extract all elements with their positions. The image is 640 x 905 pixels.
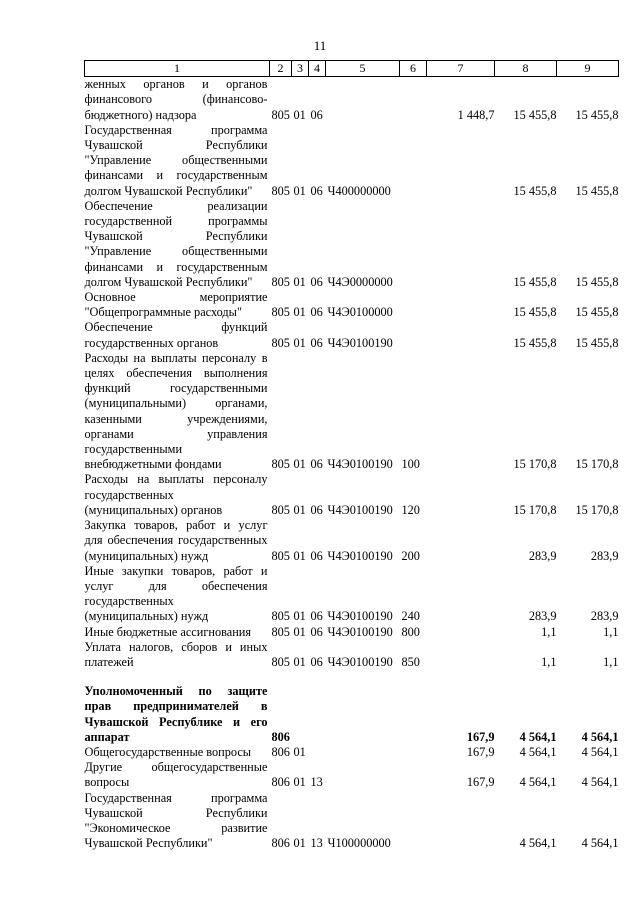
row-value-cell <box>326 760 400 790</box>
row-value-cell <box>326 77 400 123</box>
row-value-cell: 850 <box>401 654 420 669</box>
row-value-cell: 01 <box>293 548 306 563</box>
row-value-cell <box>427 640 495 670</box>
budget-table <box>84 60 619 851</box>
header-cell: 6 <box>400 61 427 77</box>
row-value-cell: 806 <box>271 775 290 790</box>
row-name-cell: Уполномоченный по защите прав предпринимателей в Чувашской Республике и его аппарат <box>84 684 268 744</box>
row-value-cell: 15 455,8 <box>513 335 557 350</box>
header-row <box>85 61 619 77</box>
header-cell: 7 <box>427 61 495 77</box>
header-cell: 3 <box>292 61 309 77</box>
row-value-cell <box>400 745 427 760</box>
row-value-cell: 01 <box>293 744 306 759</box>
row-value-cell: 06 <box>310 609 323 624</box>
row-name-cell: Обеспечение функций государственных органов <box>84 320 268 350</box>
row-value-cell <box>427 351 495 473</box>
row-value-cell: 167,9 <box>466 744 495 759</box>
row-value-cell <box>400 684 427 745</box>
row-value-cell <box>427 625 495 640</box>
table-row <box>85 320 619 350</box>
row-name-cell: Иные закупки товаров, работ и услуг для обеспечения государственных (муниципальных) нужд <box>84 563 268 624</box>
row-value-cell <box>427 791 495 852</box>
row-value-cell <box>427 518 495 564</box>
row-value-cell: 15 455,8 <box>575 183 619 198</box>
row-value-cell: 01 <box>293 274 306 289</box>
row-value-cell <box>427 199 495 290</box>
row-value-cell: 805 <box>271 609 290 624</box>
row-name-cell: Государственная программа Чувашской Республики "Управление общественными финансами и государственным долгом Чувашской Республики" <box>84 122 268 198</box>
row-name-cell: Обеспечение реализации государственной программы Чувашской Республики "Управление общественными финансами и государственным долгом Чувашской Республики" <box>84 198 268 289</box>
row-value-cell: Ч4Э0100190 <box>327 654 393 669</box>
row-value-cell: 4 564,1 <box>581 775 619 790</box>
row-name-cell: Другие общегосударственные вопросы <box>84 760 268 790</box>
row-value-cell: 01 <box>293 457 306 472</box>
row-value-cell: 4 564,1 <box>581 836 619 851</box>
table-row <box>85 640 619 670</box>
row-value-cell: Ч4Э0100190 <box>327 548 393 563</box>
row-value-cell: 01 <box>293 836 306 851</box>
row-value-cell: 01 <box>293 775 306 790</box>
row-value-cell: Ч4Э0100000 <box>327 305 393 320</box>
row-value-cell: 06 <box>310 335 323 350</box>
row-name-cell: женных органов и органов финансового (финансово-бюджетного) надзора <box>84 77 268 122</box>
row-value-cell: 06 <box>310 457 323 472</box>
header-cell: 8 <box>495 61 557 77</box>
row-value-cell <box>400 290 427 320</box>
table-row <box>85 351 619 473</box>
row-value-cell: 805 <box>271 107 290 122</box>
row-value-cell <box>326 745 400 760</box>
row-value-cell: 06 <box>310 107 323 122</box>
table-row <box>85 123 619 199</box>
table-row <box>85 564 619 625</box>
row-value-cell: 805 <box>271 624 290 639</box>
row-value-cell: 15 455,8 <box>513 183 557 198</box>
row-name-cell: Расходы на выплаты персоналу в целях обеспечения выполнения функций государственными (муниципальными) органами, казенными учреждениями, органами управления государственными внебюджетными фондами <box>84 350 268 472</box>
table-row <box>85 745 619 760</box>
row-value-cell: 1,1 <box>603 624 619 639</box>
spacer-cell <box>85 670 619 684</box>
row-value-cell: Ч4Э0100190 <box>327 457 393 472</box>
row-value-cell <box>309 745 326 760</box>
row-value-cell: 01 <box>293 624 306 639</box>
row-value-cell: 806 <box>271 836 290 851</box>
row-value-cell: 4 564,1 <box>581 729 619 744</box>
row-value-cell: 806 <box>271 744 290 759</box>
table-row <box>85 625 619 640</box>
row-value-cell: 06 <box>310 502 323 517</box>
row-value-cell: 4 564,1 <box>519 775 557 790</box>
row-value-cell: 15 170,8 <box>513 457 557 472</box>
row-value-cell <box>427 472 495 518</box>
row-value-cell: 15 170,8 <box>575 502 619 517</box>
row-value-cell: 15 170,8 <box>575 457 619 472</box>
spacer-row <box>85 670 619 684</box>
row-value-cell: 06 <box>310 654 323 669</box>
row-value-cell: 4 564,1 <box>519 729 557 744</box>
header-cell: 9 <box>557 61 619 77</box>
row-value-cell: 283,9 <box>528 609 557 624</box>
row-value-cell: 06 <box>310 305 323 320</box>
row-value-cell: 15 455,8 <box>575 274 619 289</box>
row-value-cell: 4 564,1 <box>581 744 619 759</box>
row-value-cell: 13 <box>310 836 323 851</box>
row-value-cell: 15 455,8 <box>513 274 557 289</box>
row-value-cell: 805 <box>271 457 290 472</box>
row-value-cell: 805 <box>271 654 290 669</box>
table-row <box>85 684 619 745</box>
row-value-cell: 15 455,8 <box>513 107 557 122</box>
row-value-cell: 283,9 <box>528 548 557 563</box>
row-value-cell: 01 <box>293 335 306 350</box>
row-value-cell: 01 <box>293 609 306 624</box>
row-value-cell: 06 <box>310 624 323 639</box>
row-value-cell <box>326 684 400 745</box>
table-row <box>85 199 619 290</box>
row-value-cell: 06 <box>310 274 323 289</box>
row-value-cell: Ч4Э0100190 <box>327 609 393 624</box>
row-name-cell: Иные бюджетные ассигнования <box>84 624 252 639</box>
row-value-cell <box>309 684 326 745</box>
row-value-cell <box>400 320 427 350</box>
row-value-cell: 805 <box>271 548 290 563</box>
row-value-cell: 01 <box>293 502 306 517</box>
table-row <box>85 760 619 790</box>
row-name-cell: Основное мероприятие "Общепрограммные расходы" <box>84 290 268 320</box>
row-value-cell <box>292 684 309 745</box>
row-value-cell: 15 455,8 <box>513 305 557 320</box>
row-value-cell <box>400 77 427 123</box>
row-value-cell: 805 <box>271 305 290 320</box>
row-value-cell: 1,1 <box>541 654 557 669</box>
row-value-cell: 06 <box>310 548 323 563</box>
row-value-cell: Ч4Э0000000 <box>327 274 393 289</box>
table-row <box>85 518 619 564</box>
header-cell: 5 <box>326 61 400 77</box>
row-value-cell: 01 <box>293 654 306 669</box>
row-value-cell: 15 455,8 <box>575 305 619 320</box>
row-value-cell: 120 <box>401 502 420 517</box>
row-value-cell <box>400 760 427 790</box>
row-value-cell: Ч4Э0100190 <box>327 335 393 350</box>
row-name-cell: Расходы на выплаты персоналу государственных (муниципальных) органов <box>84 472 268 517</box>
row-value-cell: Ч400000000 <box>327 183 391 198</box>
row-value-cell: 805 <box>271 335 290 350</box>
row-value-cell: 01 <box>293 183 306 198</box>
row-name-cell: Общегосударственные вопросы <box>84 744 252 759</box>
row-value-cell: 805 <box>271 502 290 517</box>
table-row <box>85 791 619 852</box>
row-value-cell: 13 <box>310 775 323 790</box>
row-value-cell: 806 <box>271 729 290 744</box>
row-value-cell: Ч4Э0100190 <box>327 502 393 517</box>
page-number: 11 <box>313 38 327 53</box>
row-value-cell <box>427 564 495 625</box>
row-value-cell: 1 448,7 <box>457 107 495 122</box>
row-name-cell: Уплата налогов, сборов и иных платежей <box>84 639 268 669</box>
row-value-cell: 15 455,8 <box>575 107 619 122</box>
table-row <box>85 472 619 518</box>
row-value-cell: 200 <box>401 548 420 563</box>
row-value-cell <box>400 791 427 852</box>
header-cell: 4 <box>309 61 326 77</box>
row-value-cell: 283,9 <box>590 548 619 563</box>
header-cell: 2 <box>270 61 292 77</box>
row-value-cell: 01 <box>293 305 306 320</box>
row-value-cell <box>427 290 495 320</box>
row-value-cell <box>427 320 495 350</box>
row-value-cell: 800 <box>401 624 420 639</box>
row-value-cell: 1,1 <box>541 624 557 639</box>
row-value-cell: 167,9 <box>466 775 495 790</box>
row-value-cell: 167,9 <box>466 729 495 744</box>
row-value-cell: 240 <box>401 609 420 624</box>
row-name-cell: Государственная программа Чувашской Республики "Экономическое развитие Чувашской Республики" <box>84 790 268 851</box>
table-row <box>85 290 619 320</box>
table-row <box>85 77 619 123</box>
row-value-cell: 06 <box>310 183 323 198</box>
row-value-cell: Ч4Э0100190 <box>327 624 393 639</box>
header-cell: 1 <box>85 61 270 77</box>
row-value-cell: 15 455,8 <box>575 335 619 350</box>
row-value-cell: 100 <box>401 457 420 472</box>
row-value-cell <box>427 123 495 199</box>
row-value-cell: 1,1 <box>603 654 619 669</box>
row-value-cell: 4 564,1 <box>519 836 557 851</box>
row-value-cell: 805 <box>271 274 290 289</box>
row-value-cell: Ч100000000 <box>327 836 391 851</box>
row-value-cell: 805 <box>271 183 290 198</box>
row-name-cell: Закупка товаров, работ и услуг для обеспечения государственных (муниципальных) нужд <box>84 518 268 563</box>
row-value-cell: 4 564,1 <box>519 744 557 759</box>
row-value-cell: 01 <box>293 107 306 122</box>
row-value-cell: 283,9 <box>590 609 619 624</box>
row-value-cell: 15 170,8 <box>513 502 557 517</box>
row-value-cell <box>400 199 427 290</box>
row-value-cell <box>400 123 427 199</box>
